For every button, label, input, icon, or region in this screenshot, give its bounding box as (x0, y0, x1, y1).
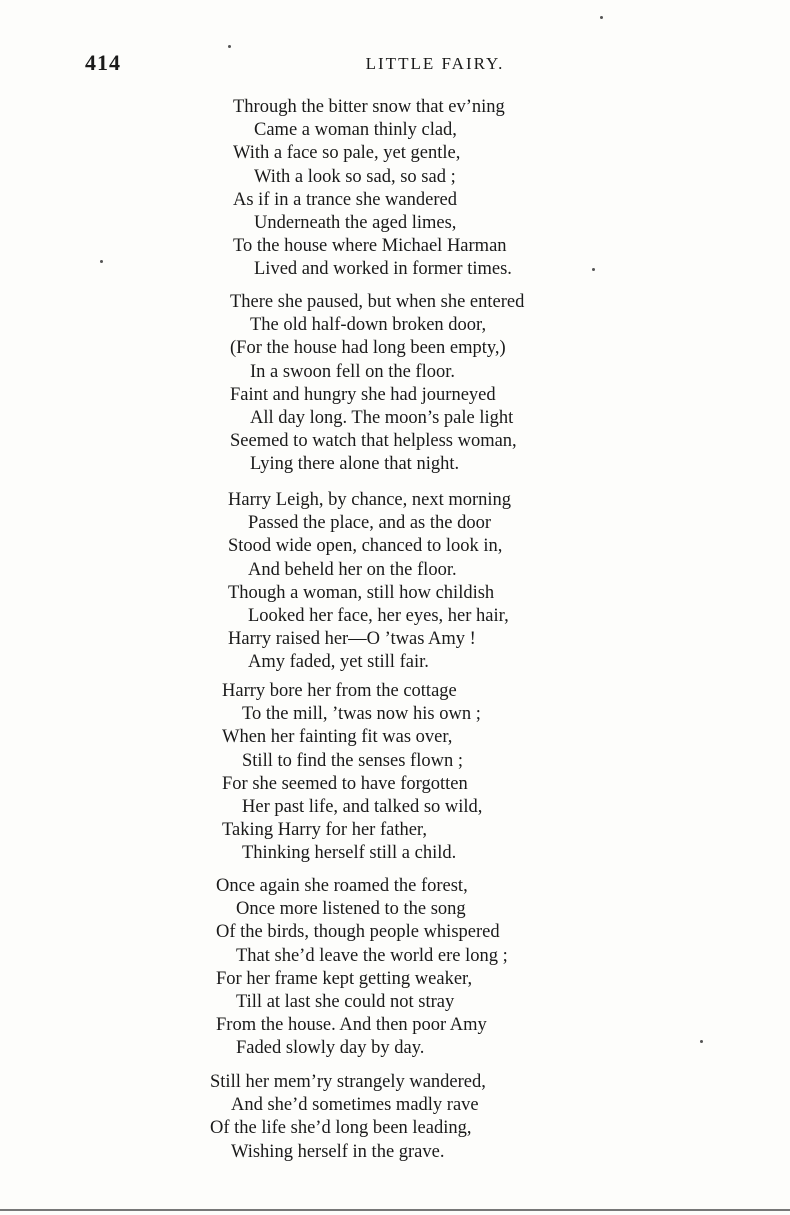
poem-line: Underneath the aged limes, (254, 213, 457, 233)
poem-line: With a look so sad, so sad ; (254, 166, 456, 187)
poem-line: Looked her face, her eyes, her hair, (248, 606, 509, 626)
running-title: LITTLE FAIRY. (365, 54, 505, 73)
poem-line: Faint and hungry she had journeyed (230, 384, 496, 405)
poem-line: Taking Harry for her father, (222, 820, 427, 841)
poem-line: Through the bitter snow that ev’ning (233, 97, 505, 117)
poem-line: Still to find the senses flown ; (242, 750, 463, 771)
poem-line: That she’d leave the world ere long ; (236, 945, 508, 966)
print-speck (228, 45, 231, 48)
poem-line: Still her mem’ry strangely wandered, (210, 1072, 486, 1092)
poem-line: Stood wide open, chanced to look in, (228, 536, 503, 557)
poem-line: In a swoon fell on the floor. (250, 361, 455, 382)
poem-line: Wishing herself in the grave. (231, 1141, 445, 1162)
poem-line: The old half-down broken door, (250, 315, 487, 336)
bottom-rule (0, 1209, 790, 1211)
poem-line: From the house. And then poor Amy (216, 1015, 487, 1036)
poem-line: Amy faded, yet still fair. (248, 652, 429, 673)
print-speck (592, 268, 595, 271)
poem-line: Once more listened to the song (236, 899, 466, 920)
poem-line: And she’d sometimes madly rave (231, 1095, 479, 1116)
poem-line: Passed the place, and as the door (248, 513, 491, 534)
poem-line: Of the life she’d long been leading, (210, 1118, 472, 1139)
poem-line: For her frame kept getting weaker, (216, 968, 473, 989)
poem-line: To the house where Michael Harman (233, 236, 507, 257)
poem-line: Faded slowly day by day. (236, 1038, 425, 1059)
poem-line: Till at last she could not stray (236, 992, 455, 1012)
poem-line: To the mill, ’twas now his own ; (242, 704, 481, 725)
print-speck (100, 260, 103, 263)
poem-line: Of the birds, though people whispered (216, 922, 500, 943)
poem-line: There she paused, but when she entered (230, 292, 525, 312)
page-number: 414 (85, 50, 121, 75)
poem-line: Harry bore her from the cottage (222, 681, 457, 701)
poem-line: Harry raised her—O ’twas Amy ! (228, 629, 476, 650)
poem-line: All day long. The moon’s pale light (250, 408, 514, 428)
poem-line: Her past life, and talked so wild, (242, 797, 483, 817)
poem-line: For she seemed to have forgotten (222, 773, 468, 794)
print-speck (600, 16, 603, 19)
poem-line: Came a woman thinly clad, (254, 120, 457, 141)
poem-line: With a face so pale, yet gentle, (233, 143, 461, 164)
poem-line: Harry Leigh, by chance, next morning (228, 490, 512, 510)
poem-line: Thinking herself still a child. (242, 843, 457, 864)
poem-line: And beheld her on the floor. (248, 559, 457, 580)
poem-line: Lived and worked in former times. (254, 259, 512, 280)
poem-line: (For the house had long been empty,) (230, 338, 506, 359)
poem-line: Once again she roamed the forest, (216, 876, 468, 896)
print-speck (700, 1040, 703, 1043)
poem-line: As if in a trance she wandered (233, 189, 457, 210)
poem-line: Seemed to watch that helpless woman, (230, 431, 517, 452)
poem-line: Though a woman, still how childish (228, 582, 495, 603)
poem-line: Lying there alone that night. (250, 454, 460, 475)
poem-line: When her fainting fit was over, (222, 727, 453, 748)
